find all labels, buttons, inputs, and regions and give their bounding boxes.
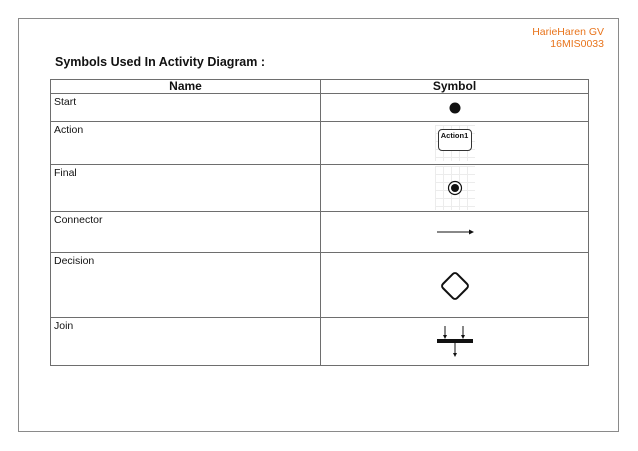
author-block [532, 26, 604, 50]
name-column-header: Name [51, 80, 321, 94]
row-name-start: Start [51, 94, 321, 122]
row-name-action: Action [51, 122, 321, 165]
table-row [51, 94, 589, 122]
symbol-column-header: Symbol [321, 80, 589, 94]
row-symbol-decision [321, 253, 589, 318]
table-row [51, 165, 589, 212]
author-id: 16MIS0033 [550, 38, 604, 50]
join-bar-icon [435, 324, 475, 360]
table-row [51, 253, 589, 318]
action-icon [438, 129, 472, 151]
symbols-table [50, 79, 589, 366]
action-icon-label: Action1 [440, 131, 469, 140]
table-row [51, 318, 589, 366]
table-header-row [51, 80, 589, 94]
final-icon-canvas [435, 166, 475, 210]
row-symbol-action [321, 122, 589, 165]
row-symbol-final [321, 165, 589, 212]
final-icon [435, 166, 475, 210]
document-title: Symbols Used In Activity Diagram : [55, 55, 266, 69]
action-icon-canvas [435, 125, 475, 161]
row-name-decision: Decision [51, 253, 321, 318]
row-name-connector: Connector [51, 212, 321, 253]
row-name-final: Final [51, 165, 321, 212]
decision-diamond-icon [438, 269, 472, 303]
table-row [51, 122, 589, 165]
row-symbol-connector [321, 212, 589, 253]
row-name-join: Join [51, 318, 321, 366]
start-icon [448, 101, 462, 115]
connector-arrow-icon [435, 227, 475, 237]
row-symbol-start [321, 94, 589, 122]
row-symbol-join [321, 318, 589, 366]
author-name: HarieHaren GV [532, 26, 604, 38]
table-row [51, 212, 589, 253]
